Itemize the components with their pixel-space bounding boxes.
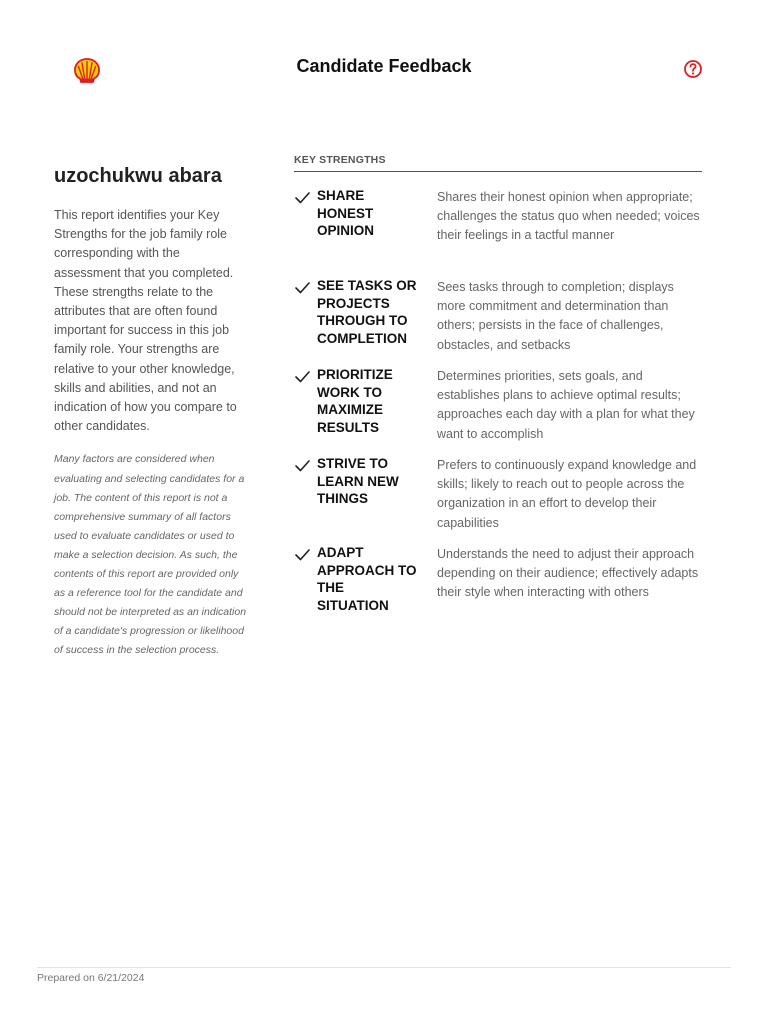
strength-name: PRIORITIZE WORK TO MAXIMIZE RESULTS: [317, 367, 393, 435]
strength-item: [294, 544, 702, 633]
strength-label: [294, 187, 437, 277]
strength-description: Understands the need to adjust their approach depending on their audience; effectively adapts their style when interacting with others: [437, 547, 699, 600]
strength-item: [294, 366, 702, 455]
checkmark-icon: [294, 189, 311, 206]
footer-divider: [37, 967, 731, 968]
strength-label: [294, 455, 437, 544]
strength-item: [294, 277, 702, 366]
strength-name: STRIVE TO LEARN NEW THINGS: [317, 456, 399, 506]
strength-name: SEE TASKS OR PROJECTS THROUGH TO COMPLETION: [317, 278, 417, 346]
report-disclaimer: Many factors are considered when evaluating and selecting candidates for a job. The content of this report is not a comprehensive summary of all factors used to evaluate candidates or used to make a selection decision. As such, the contents of this report are provided only as a reference tool for the candidate and should not be interpreted as an indication of a candidate's progression or likelihood of success in the selection process.: [54, 453, 247, 657]
checkmark-icon: [294, 546, 311, 563]
key-strengths-section: [294, 154, 702, 633]
strength-name: ADAPT APPROACH TO THE SITUATION: [317, 545, 417, 613]
page-header: [0, 0, 768, 110]
candidate-name: uzochukwu abara: [54, 165, 222, 187]
strength-label: [294, 277, 437, 366]
strength-item: [294, 187, 702, 277]
checkmark-icon: [294, 279, 311, 296]
strength-label: [294, 366, 437, 455]
strength-description: Sees tasks through to completion; displays more commitment and determination than others; persists in the face of challenges, obstacles, and setbacks: [437, 280, 674, 352]
section-heading: KEY STRENGTHS: [294, 154, 702, 172]
strength-description: Prefers to continuously expand knowledge and skills; likely to reach out to people across the organization in an effort to develop their capabilities: [437, 458, 697, 530]
report-intro: This report identifies your Key Strengths for the job family role corresponding with the assessment that you completed. These strengths relate to the attributes that are often found important for success in this job family role. Your strengths are relative to your other knowledge, skills and abilities, and not an indication of how you compare to other candidates.: [54, 208, 237, 434]
checkmark-icon: [294, 457, 311, 474]
question-circle-icon[interactable]: [683, 59, 703, 79]
page-title: Candidate Feedback: [296, 56, 472, 76]
strength-description: Determines priorities, sets goals, and establishes plans to achieve optimal results; approaches each day with a plan for what they want to accomplish: [437, 369, 695, 441]
prepared-date: Prepared on 6/21/2024: [37, 972, 145, 984]
strength-name: SHARE HONEST OPINION: [317, 188, 375, 238]
checkmark-icon: [294, 368, 311, 385]
strength-label: [294, 544, 437, 633]
strength-description: Shares their honest opinion when appropriate; challenges the status quo when needed; voices their feelings in a tactful manner: [437, 190, 700, 243]
candidate-summary: [54, 162, 249, 660]
strength-item: [294, 455, 702, 544]
